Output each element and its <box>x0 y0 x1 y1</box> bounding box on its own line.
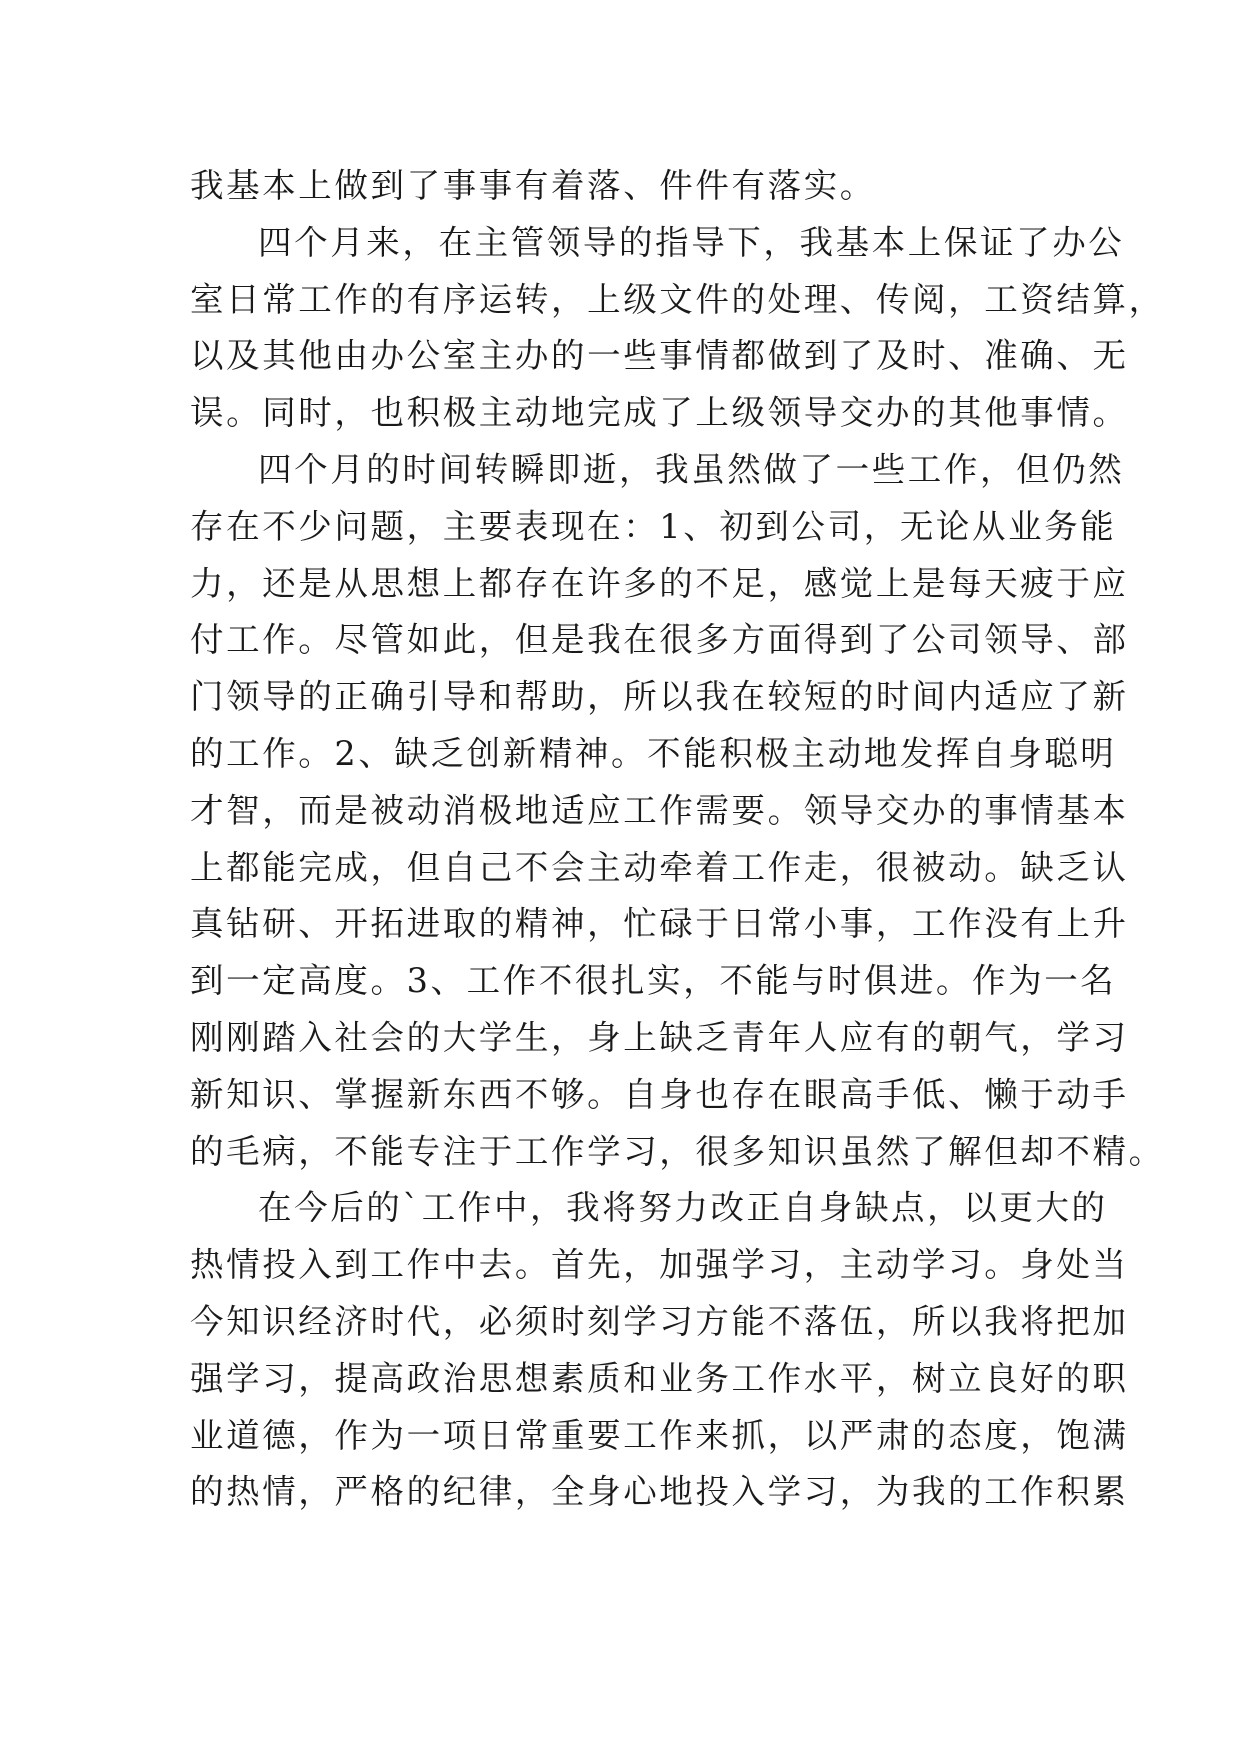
text-line: 误。同时，也积极主动地完成了上级领导交办的其他事情。 <box>190 393 1129 433</box>
text-line: 真钻研、开拓进取的精神，忙碌于日常小事，工作没有上升 <box>190 904 1129 944</box>
text-line: 强学习，提高政治思想素质和业务工作水平，树立良好的职 <box>190 1358 1129 1398</box>
text-line: 上都能完成，但自己不会主动牵着工作走，很被动。缺乏认 <box>190 847 1129 887</box>
text-line: 到一定高度。3、工作不很扎实，不能与时俱进。作为一名 <box>190 961 1117 1001</box>
text-line: 刚刚踏入社会的大学生，身上缺乏青年人应有的朝气，学习 <box>190 1017 1129 1057</box>
text-line: 我基本上做到了事事有着落、件件有落实。 <box>190 166 876 205</box>
text-line: 今知识经济时代，必须时刻学习方能不落伍，所以我将把加 <box>190 1301 1129 1341</box>
text-line: 业道德，作为一项日常重要工作来抓，以严肃的态度，饱满 <box>190 1415 1129 1455</box>
text-line: 新知识、掌握新东西不够。自身也存在眼高手低、懒于动手 <box>190 1074 1129 1114</box>
text-line: 以及其他由办公室主办的一些事情都做到了及时、准确、无 <box>190 336 1129 376</box>
text-line: 才智，而是被动消极地适应工作需要。领导交办的事情基本 <box>190 790 1129 830</box>
text-line: 在今后的`工作中，我将努力改正自身缺点，以更大的 <box>258 1188 1108 1228</box>
text-line: 存在不少问题，主要表现在：1、初到公司，无论从业务能 <box>190 506 1117 546</box>
text-line: 门领导的正确引导和帮助，所以我在较短的时间内适应了新 <box>190 677 1129 717</box>
body-text <box>190 158 1165 1521</box>
text-line: 的毛病，不能专注于工作学习，很多知识虽然了解但却不精。 <box>190 1131 1165 1171</box>
text-line: 力，还是从思想上都存在许多的不足，感觉上是每天疲于应 <box>190 563 1129 603</box>
text-line: 的工作。2、缺乏创新精神。不能积极主动地发挥自身聪明 <box>190 733 1117 773</box>
text-line: 室日常工作的有序运转，上级文件的处理、传阅，工资结算， <box>190 279 1165 319</box>
text-line: 的热情，严格的纪律，全身心地投入学习，为我的工作积累 <box>190 1472 1129 1512</box>
text-line: 付工作。尽管如此，但是我在很多方面得到了公司领导、部 <box>190 620 1129 660</box>
text-line: 四个月来，在主管领导的指导下，我基本上保证了办公 <box>258 222 1125 262</box>
text-line: 四个月的时间转瞬即逝，我虽然做了一些工作，但仍然 <box>258 449 1125 489</box>
text-line: 热情投入到工作中去。首先，加强学习，主动学习。身处当 <box>190 1245 1129 1285</box>
